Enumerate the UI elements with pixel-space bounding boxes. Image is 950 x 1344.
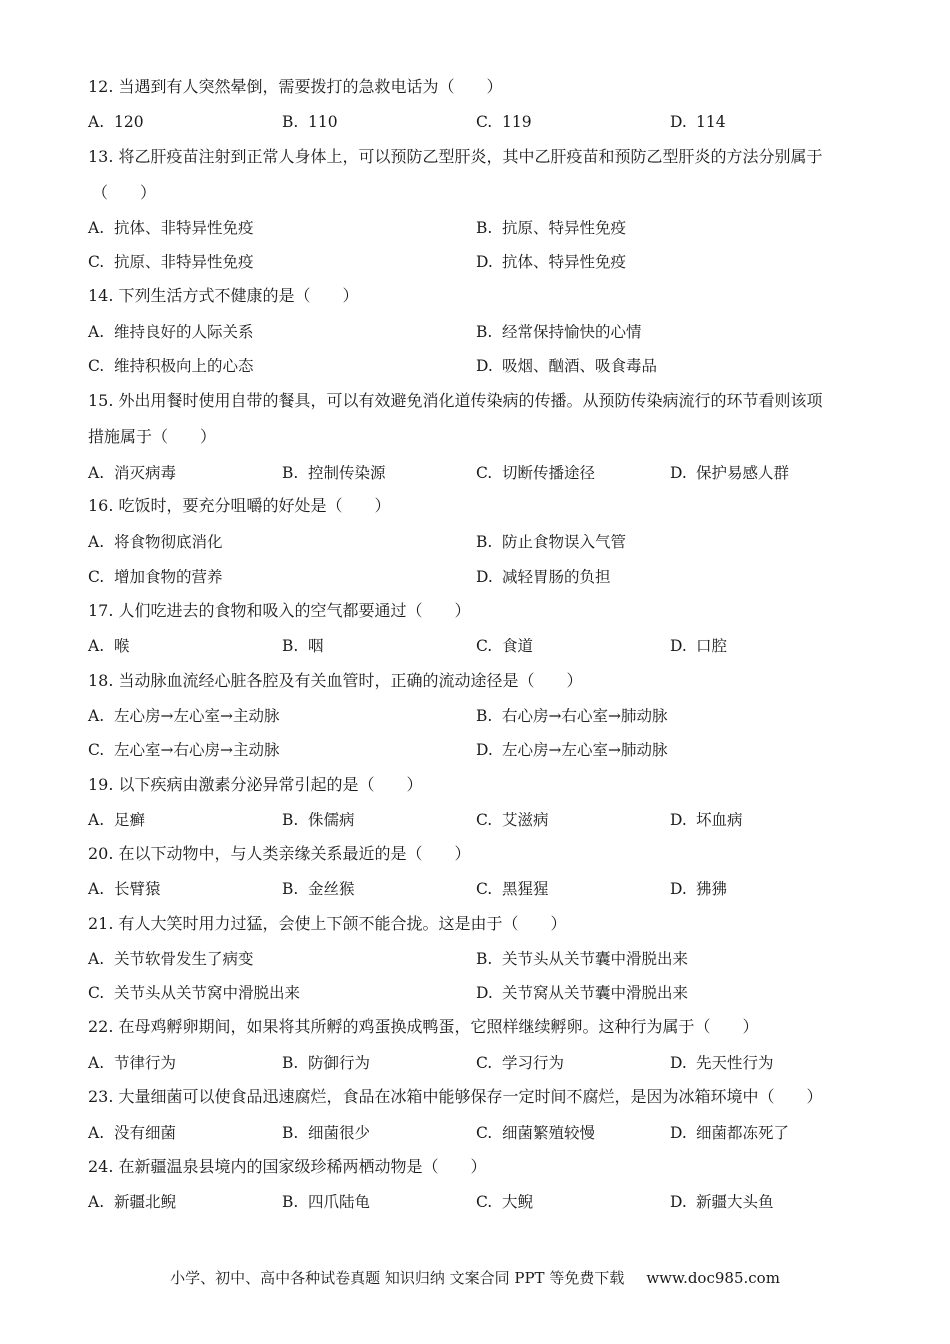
question-13-stem-cont: （ ） — [92, 183, 157, 202]
question-20-options — [88, 879, 868, 899]
question-15-stem-cont: 措施属于（ ） — [88, 427, 217, 446]
option-c: C. 左心室→右心房→主动脉 — [88, 741, 280, 759]
option-d: D. 坏血病 — [670, 811, 743, 829]
option-a: A. 将食物彻底消化 — [88, 533, 223, 551]
option-c: C. 艾滋病 — [476, 811, 549, 829]
option-d: D. 新疆大头鱼 — [670, 1193, 774, 1211]
option-c: C. 关节头从关节窝中滑脱出来 — [88, 984, 301, 1002]
question-14-options-row2 — [88, 356, 868, 376]
question-18-options-row1 — [88, 706, 868, 726]
question-15-stem: 15. 外出用餐时使用自带的餐具，可以有效避免消化道传染病的传播。从预防传染病流行的环节看则该项 — [88, 391, 823, 410]
question-18-stem: 18. 当动脉血流经心脏各腔及有关血管时，正确的流动途径是（ ） — [88, 671, 583, 690]
question-23-stem: 23. 大量细菌可以使食品迅速腐烂，食品在冰箱中能够保存一定时间不腐烂，是因为冰箱环境中（ ） — [88, 1087, 823, 1106]
option-d: D. 先天性行为 — [670, 1054, 774, 1072]
question-12-stem: 12. 当遇到有人突然晕倒，需要拨打的急救电话为（ ） — [88, 77, 503, 96]
page-footer — [0, 1268, 950, 1288]
question-13-options-row2 — [88, 252, 868, 272]
option-c: C. 细菌繁殖较慢 — [476, 1124, 596, 1142]
option-b: B. 控制传染源 — [282, 464, 386, 482]
option-d: D. 114 — [670, 113, 726, 131]
option-d: D. 减轻胃肠的负担 — [476, 568, 611, 586]
question-18-options-row2 — [88, 740, 868, 760]
option-a: A. 喉 — [88, 637, 130, 655]
option-c: C. 119 — [476, 113, 532, 131]
option-b: B. 关节头从关节囊中滑脱出来 — [476, 950, 689, 968]
option-d: D. 左心房→左心室→肺动脉 — [476, 741, 668, 759]
question-21-options-row1 — [88, 949, 868, 969]
option-c: C. 维持积极向上的心态 — [88, 357, 254, 375]
option-c: C. 增加食物的营养 — [88, 568, 223, 586]
question-16-options-row1 — [88, 532, 868, 552]
question-22-stem: 22. 在母鸡孵卵期间，如果将其所孵的鸡蛋换成鸭蛋，它照样继续孵卵。这种行为属于（ ） — [88, 1017, 759, 1036]
question-16-options-row2 — [88, 567, 868, 587]
question-17-options — [88, 636, 868, 656]
question-20-stem: 20. 在以下动物中，与人类亲缘关系最近的是（ ） — [88, 844, 471, 863]
option-c: C. 食道 — [476, 637, 534, 655]
option-a: A. 维持良好的人际关系 — [88, 323, 254, 341]
option-b: B. 110 — [282, 113, 338, 131]
option-a: A. 消灭病毒 — [88, 464, 177, 482]
option-b: B. 四爪陆龟 — [282, 1193, 371, 1211]
footer-site-link[interactable]: www.doc985.com — [646, 1269, 780, 1287]
option-a: A. 没有细菌 — [88, 1124, 177, 1142]
option-a: A. 左心房→左心室→主动脉 — [88, 707, 280, 725]
option-b: B. 咽 — [282, 637, 324, 655]
option-a: A. 抗体、非特异性免疫 — [88, 219, 254, 237]
question-12-options — [88, 112, 868, 132]
option-d: D. 关节窝从关节囊中滑脱出来 — [476, 984, 689, 1002]
option-c: C. 学习行为 — [476, 1054, 565, 1072]
option-a: A. 节律行为 — [88, 1054, 177, 1072]
option-a: A. 足癣 — [88, 811, 146, 829]
option-d: D. 口腔 — [670, 637, 728, 655]
option-c: C. 黑猩猩 — [476, 880, 549, 898]
option-b: B. 金丝猴 — [282, 880, 355, 898]
option-a: A. 120 — [88, 113, 144, 131]
option-b: B. 防止食物误入气管 — [476, 533, 627, 551]
option-b: B. 细菌很少 — [282, 1124, 371, 1142]
option-d: D. 抗体、特异性免疫 — [476, 253, 627, 271]
option-b: B. 抗原、特异性免疫 — [476, 219, 627, 237]
question-21-stem: 21. 有人大笑时用力过猛，会使上下颌不能合拢。这是由于（ ） — [88, 914, 567, 933]
question-24-stem: 24. 在新疆温泉县境内的国家级珍稀两栖动物是（ ） — [88, 1157, 487, 1176]
option-b: B. 防御行为 — [282, 1054, 371, 1072]
question-14-options-row1 — [88, 322, 868, 342]
option-b: B. 右心房→右心室→肺动脉 — [476, 707, 668, 725]
option-a: A. 长臂猿 — [88, 880, 161, 898]
question-16-stem: 16. 吃饭时，要充分咀嚼的好处是（ ） — [88, 496, 391, 515]
question-19-stem: 19. 以下疾病由激素分泌异常引起的是（ ） — [88, 775, 423, 794]
question-14-stem: 14. 下列生活方式不健康的是（ ） — [88, 286, 359, 305]
option-d: D. 吸烟、酗酒、吸食毒品 — [476, 357, 658, 375]
question-24-options — [88, 1192, 868, 1212]
option-c: C. 切断传播途径 — [476, 464, 596, 482]
question-19-options — [88, 810, 868, 830]
question-23-options — [88, 1123, 868, 1143]
option-c: C. 大鲵 — [476, 1193, 534, 1211]
question-17-stem: 17. 人们吃进去的食物和吸入的空气都要通过（ ） — [88, 601, 471, 620]
option-b: B. 经常保持愉快的心情 — [476, 323, 642, 341]
footer-text: 小学、初中、高中各种试卷真题 知识归纳 文案合同 PPT 等免费下载 — [170, 1269, 625, 1287]
question-21-options-row2 — [88, 983, 868, 1003]
option-c: C. 抗原、非特异性免疫 — [88, 253, 254, 271]
option-d: D. 保护易感人群 — [670, 464, 790, 482]
option-a: A. 关节软骨发生了病变 — [88, 950, 254, 968]
question-15-options — [88, 463, 868, 483]
question-13-stem: 13. 将乙肝疫苗注射到正常人身体上，可以预防乙型肝炎，其中乙肝疫苗和预防乙型肝炎的方法分别属于 — [88, 147, 823, 166]
option-d: D. 细菌都冻死了 — [670, 1124, 790, 1142]
question-13-options-row1 — [88, 218, 868, 238]
question-22-options — [88, 1053, 868, 1073]
option-a: A. 新疆北鲵 — [88, 1193, 177, 1211]
option-b: B. 侏儒病 — [282, 811, 355, 829]
option-d: D. 狒狒 — [670, 880, 728, 898]
